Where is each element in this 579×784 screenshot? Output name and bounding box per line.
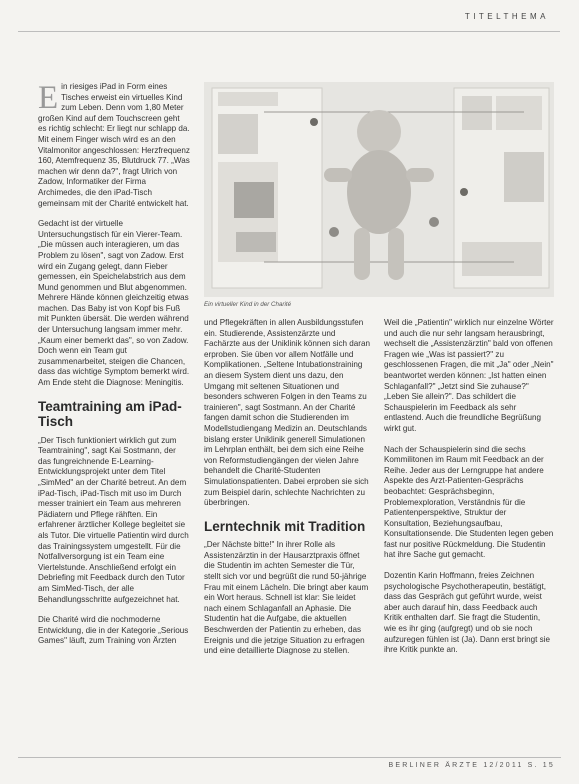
paragraph: Nach der Schauspielerin sind die sechs Kommilitonen im Raum mit Feedback an der Reihe. Jeder aus der Lerngruppe hat andere Aspekte des Arzt-Patienten-Gesprächs beobachtet: Gesprächsbeginn, Problemexploration, Verständnis für die Patientenperspektive, Struktur der Konsultation, Beziehungsaufbau, Konsultationsende. Die Studenten legen geben fast nur positive Rückmeldung. Die Studentin hat ihre Sache gut gemacht. [384, 444, 554, 560]
intro-paragraph [38, 82, 190, 209]
subheading: Lerntechnik mit Tradition [204, 518, 366, 534]
section-label: TITELTHEMA [464, 12, 549, 21]
column-1 [38, 82, 190, 657]
virtual-child-illustration [204, 82, 554, 297]
drop-cap: E [38, 80, 59, 116]
paragraph: und Pflegekräften in allen Ausbildungsstufen ein. Studierende, Assistenzärzte und Fachärzte aus der Uniklinik können sich daran erproben. Sie üben vor allem Notfälle und Komplikationen. „Seltene Intubationstraining an diesem System dient uns dazu, den Umgang mit seltenen Situationen und besonders schweren Folgen in den Teams zu trainieren", sagt Sostmann. An der Charité fangen damit schon die Studierenden im Modellstudiengang Medizin an. Deutschlands bislang erster Uniklinik generell Simulationen im Lehrplan enthält, bei dem sich eine Reihe von Reformstudiengängen der vielen Jahre behandelt die Charité-Studenten Simulationspatienten. Dabei erproben sie sich zum Beispiel darin, schlechte Nachrichten zu überbringen. [204, 318, 371, 508]
paragraph: „Der Nächste bitte!" In ihrer Rolle als Assistenzärztin in der Hausarztpraxis öffnet die Studentin im achten Semester die Tür, stellt sich vor und begrüßt die rund 50-jährige Frau mit einem Lächeln. Die bringt aber kaum ein Wort heraus. Schnell ist klar: Sie leidet nach einem Schlaganfall an Aphasie. Die Studentin hat die Aufgabe, die aktuellen Beschwerden der Patientin zu erheben, das Ereignis und die jetzige Situation zu erfragen und eine detaillierte Diagnose zu stellen. [204, 540, 369, 656]
paragraph: Gedacht ist der virtuelle Untersuchungstisch für ein Vierer-Team. „Die müssen auch interagieren, um das Problem zu lösen", sagt von Zadow. Erst wird ein Zugang gelegt, dann Fieber gemessen, ein Speichelabstrich aus dem Mund genommen und Blut abgenommen. Mehrere Hände können gleichzeitig etwas machen. Das Baby ist von Kopf bis Fuß mit Punkten übersät. Die werden während der Untersuchung langsam immer mehr. „Kaum einer bemerkt das", so von Zadow. Doch wenn ein Team gut zusammenarbeitet, steigen die Chancen, dass das wichtige Symptom bemerkt wird. Am Ende steht die Diagnose: Meningitis. [38, 219, 190, 388]
paragraph: Die Charité wird die nochmoderne Entwicklung, die in der Kategorie „Serious Games" läuft, zum Training von Ärzten [38, 615, 189, 646]
footer-rule [18, 757, 561, 758]
paragraph: Dozentin Karin Hoffmann, freies Zeichnen psychologische Psychotherapeutin, bestätigt, dass das Gespräch gut geführt wurde, weist aber auch darauf hin, dass Feedback auch Kritik enthalten darf. Sie fragt die Studentin, wie es ihr ging (aufgregt) und ob sie noch aufzuregen fühlen ist (Ja). Dann erst bringt sie ihre Kritik punkte an. [384, 571, 551, 655]
column-3 [384, 318, 554, 666]
paragraph: Weil die „Patientin" wirklich nur einzelne Wörter und auch die nur sehr langsam herausbringt, wechselt die „Assistenzärztin" bald von offenen Fragen wie „Was ist passiert?" zu geschlossenen Fragen, die mit „Ja" oder „Nein" beantwortet werden können: „Ist hatten einen Schlaganfall?" „Jetzt sind Sie zuhause?" „Leben Sie allein?". Das schildert die Schauspielerin im Feedback als sehr entlastend. Auch die freundliche Begrüßung wirkt gut. [384, 318, 554, 433]
subheading: Teamtraining am iPad-Tisch [38, 398, 182, 430]
figure-caption: Ein virtueller Kind in der Charité [204, 301, 292, 308]
photo-virtual-child [204, 82, 554, 297]
paragraph: „Der Tisch funktioniert wirklich gut zum Teamtraining", sagt Kai Sostmann, der das fungreichnende E-Learning-Entwicklungsprojekt unter dem Titel „SimMed" an der Charité betreut. An dem iPad-Tisch, iPad-Tisch mit uso im Durch messer trainiert ein Team aus mehreren Pädiatern und Pflege rähften. Ein erfahrener ärztlicher Kollege begleitet sie als Tutor. Die virtuelle Patientin wird durch das Trainingssystem umgestellt. Für die Notfallversorgung ist ein Team eine Viertelstunde. Anschließend erfolgt ein Debriefing mit Feedback durch den Tutor am SimMed-Tisch, der alle Behandlungsschritte aufgezeichnet hat. [38, 435, 189, 604]
header-rule [18, 31, 560, 32]
column-2 [204, 318, 372, 667]
intro-text: in riesiges iPad in Form eines Tisches erweist ein virtuelles Kind zum Leben. Denn vom 1,80 Meter großen Kind auf dem Touchscreen geht es richtig schlecht: Er liegt nur schlapp da. Mit einem Finger wisch wird es an den Vitalmonitor angeschlossen: Herzfrequenz 160, Atemfrequenz 35, Blutdruck 77. „Was machen wir denn da?", fragt Ulrich von Zadow, Informatiker der Firma Archimedes, die den iPad-Tisch gemeinsam mit der Charité entwickelt hat. [38, 82, 190, 208]
page-footer: BERLINER ÄRZTE 12/2011 S. 15 [388, 762, 555, 769]
